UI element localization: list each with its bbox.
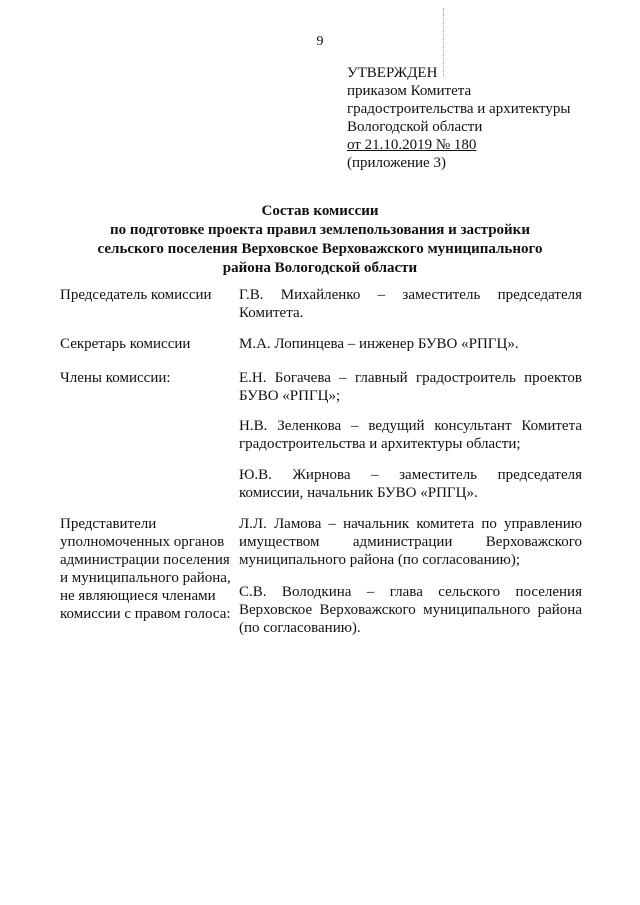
member-zhirnova: Ю.В. Жирнова – заместитель председателя комиссии, начальник БУВО «РПГЦ».: [239, 467, 582, 501]
title-line-4: района Вологодской области: [222, 260, 418, 276]
approval-line-appendix: (приложение 3): [347, 155, 446, 171]
chair-role: Председатель комиссии: [60, 287, 212, 303]
representative-lamova: Л.Л. Ламова – начальник комитета по управлению имуществом администрации Верховажского муниципального района (по согласованию);: [239, 516, 582, 568]
approval-line-committee: градостроительства и архитектуры: [347, 101, 571, 117]
title-line-1: Состав комиссии: [261, 203, 379, 219]
document-title: [0, 202, 640, 278]
chair-person: Г.В. Михайленко – заместитель председателя Комитета.: [239, 287, 582, 321]
member-bogacheva: Е.Н. Богачева – главный градостроитель проектов БУВО «РПГЦ»;: [239, 370, 582, 404]
page-number: 9: [316, 34, 324, 49]
representatives-role: Представители уполномоченных органов администрации поселения и муниципального района, не являющиеся членами комиссии с правом голоса:: [60, 516, 231, 622]
approval-line-date-number: от 21.10.2019 № 180: [347, 137, 477, 153]
representative-volodkina: С.В. Володкина – глава сельского поселения Верховское Верховажского муниципального района (по согласованию).: [239, 584, 582, 636]
title-line-2: по подготовке проекта правил землепользования и застройки: [110, 222, 530, 238]
title-line-3: сельского поселения Верховское Верховажского муниципального: [97, 241, 543, 257]
secretary-role: Секретарь комиссии: [60, 336, 191, 352]
approval-line-approved: УТВЕРЖДЕН: [347, 65, 438, 81]
approval-line-region: Вологодской области: [347, 119, 483, 135]
members-role: Члены комиссии:: [60, 370, 171, 386]
approval-line-order: приказом Комитета: [347, 83, 472, 99]
member-zelenkova: Н.В. Зеленкова – ведущий консультант Комитета градостроительства и архитектуры области;: [239, 418, 582, 452]
approval-stamp: [347, 64, 570, 172]
secretary-person: М.А. Лопинцева – инженер БУВО «РПГЦ».: [239, 336, 519, 352]
